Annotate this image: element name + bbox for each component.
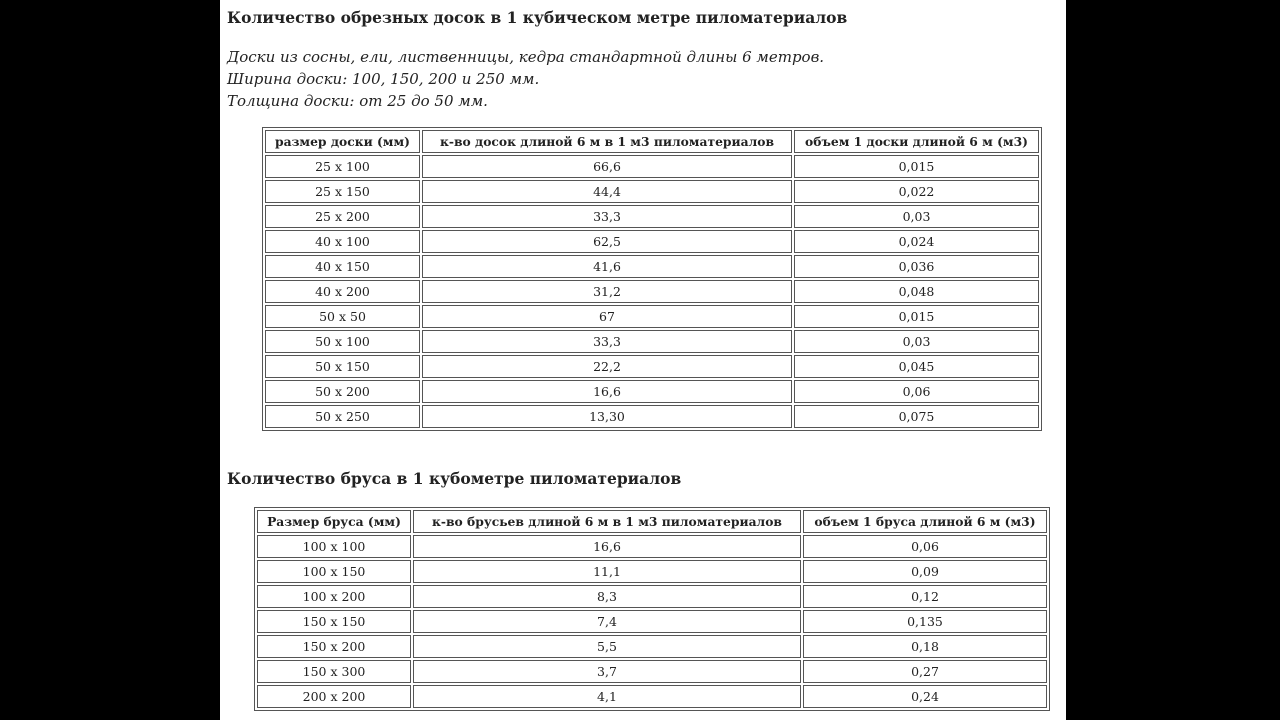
size-cell: 50 х 150	[265, 355, 420, 378]
table-row	[265, 280, 1039, 303]
size-cell: 25 х 150	[265, 180, 420, 203]
table-row	[265, 305, 1039, 328]
size-cell: 200 х 200	[257, 685, 411, 708]
count-cell: 4,1	[413, 685, 801, 708]
volume-cell: 0,135	[803, 610, 1047, 633]
header-board-count: к-во досок длиной 6 м в 1 м3 пиломатериалов	[422, 130, 792, 153]
count-cell: 67	[422, 305, 792, 328]
count-cell: 5,5	[413, 635, 801, 658]
intro-line-species: Доски из сосны, ели, лиственницы, кедра стандартной длины 6 метров.	[227, 48, 825, 66]
header-beam-count: к-во брусьев длиной 6 м в 1 м3 пиломатериалов	[413, 510, 801, 533]
boards-table-body	[265, 155, 1039, 428]
size-cell: 150 х 300	[257, 660, 411, 683]
table-row	[257, 660, 1047, 683]
beams-table-body	[257, 535, 1047, 708]
header-board-volume: объем 1 доски длиной 6 м (м3)	[794, 130, 1039, 153]
count-cell: 41,6	[422, 255, 792, 278]
size-cell: 50 х 100	[265, 330, 420, 353]
count-cell: 8,3	[413, 585, 801, 608]
volume-cell: 0,036	[794, 255, 1039, 278]
header-beam-size: Размер бруса (мм)	[257, 510, 411, 533]
size-cell: 150 х 200	[257, 635, 411, 658]
table-row	[265, 180, 1039, 203]
table-header-row	[265, 130, 1039, 153]
size-cell: 50 х 250	[265, 405, 420, 428]
size-cell: 40 х 100	[265, 230, 420, 253]
beams-heading: Количество бруса в 1 кубометре пиломатериалов	[227, 469, 682, 488]
count-cell: 62,5	[422, 230, 792, 253]
size-cell: 50 х 200	[265, 380, 420, 403]
count-cell: 66,6	[422, 155, 792, 178]
header-board-size: размер доски (мм)	[265, 130, 420, 153]
table-row	[257, 685, 1047, 708]
volume-cell: 0,24	[803, 685, 1047, 708]
table-row	[265, 230, 1039, 253]
table-row	[265, 255, 1039, 278]
size-cell: 40 х 200	[265, 280, 420, 303]
volume-cell: 0,12	[803, 585, 1047, 608]
table-row	[265, 405, 1039, 428]
boards-intro	[227, 46, 824, 112]
table-row	[257, 635, 1047, 658]
count-cell: 22,2	[422, 355, 792, 378]
table-row	[265, 330, 1039, 353]
count-cell: 31,2	[422, 280, 792, 303]
volume-cell: 0,06	[794, 380, 1039, 403]
volume-cell: 0,015	[794, 155, 1039, 178]
count-cell: 11,1	[413, 560, 801, 583]
size-cell: 150 х 150	[257, 610, 411, 633]
table-row	[265, 380, 1039, 403]
table-row	[257, 610, 1047, 633]
count-cell: 33,3	[422, 205, 792, 228]
intro-line-thickness: Толщина доски: от 25 до 50 мм.	[227, 92, 488, 110]
count-cell: 44,4	[422, 180, 792, 203]
volume-cell: 0,075	[794, 405, 1039, 428]
boards-heading: Количество обрезных досок в 1 кубическом метре пиломатериалов	[227, 8, 848, 27]
size-cell: 100 х 100	[257, 535, 411, 558]
volume-cell: 0,18	[803, 635, 1047, 658]
size-cell: 25 х 100	[265, 155, 420, 178]
volume-cell: 0,09	[803, 560, 1047, 583]
volume-cell: 0,27	[803, 660, 1047, 683]
volume-cell: 0,015	[794, 305, 1039, 328]
intro-line-width: Ширина доски: 100, 150, 200 и 250 мм.	[227, 70, 540, 88]
count-cell: 7,4	[413, 610, 801, 633]
table-row	[265, 155, 1039, 178]
beams-table	[254, 507, 1050, 711]
size-cell: 25 х 200	[265, 205, 420, 228]
table-row	[257, 535, 1047, 558]
header-beam-volume: объем 1 бруса длиной 6 м (м3)	[803, 510, 1047, 533]
volume-cell: 0,048	[794, 280, 1039, 303]
table-header-row	[257, 510, 1047, 533]
count-cell: 33,3	[422, 330, 792, 353]
count-cell: 16,6	[413, 535, 801, 558]
count-cell: 13,30	[422, 405, 792, 428]
boards-table	[262, 127, 1042, 431]
count-cell: 3,7	[413, 660, 801, 683]
size-cell: 100 х 200	[257, 585, 411, 608]
table-row	[257, 560, 1047, 583]
table-row	[265, 355, 1039, 378]
volume-cell: 0,03	[794, 330, 1039, 353]
volume-cell: 0,022	[794, 180, 1039, 203]
volume-cell: 0,03	[794, 205, 1039, 228]
size-cell: 50 х 50	[265, 305, 420, 328]
volume-cell: 0,024	[794, 230, 1039, 253]
count-cell: 16,6	[422, 380, 792, 403]
volume-cell: 0,045	[794, 355, 1039, 378]
size-cell: 100 х 150	[257, 560, 411, 583]
size-cell: 40 х 150	[265, 255, 420, 278]
document-page	[220, 0, 1066, 720]
table-row	[265, 205, 1039, 228]
table-row	[257, 585, 1047, 608]
volume-cell: 0,06	[803, 535, 1047, 558]
